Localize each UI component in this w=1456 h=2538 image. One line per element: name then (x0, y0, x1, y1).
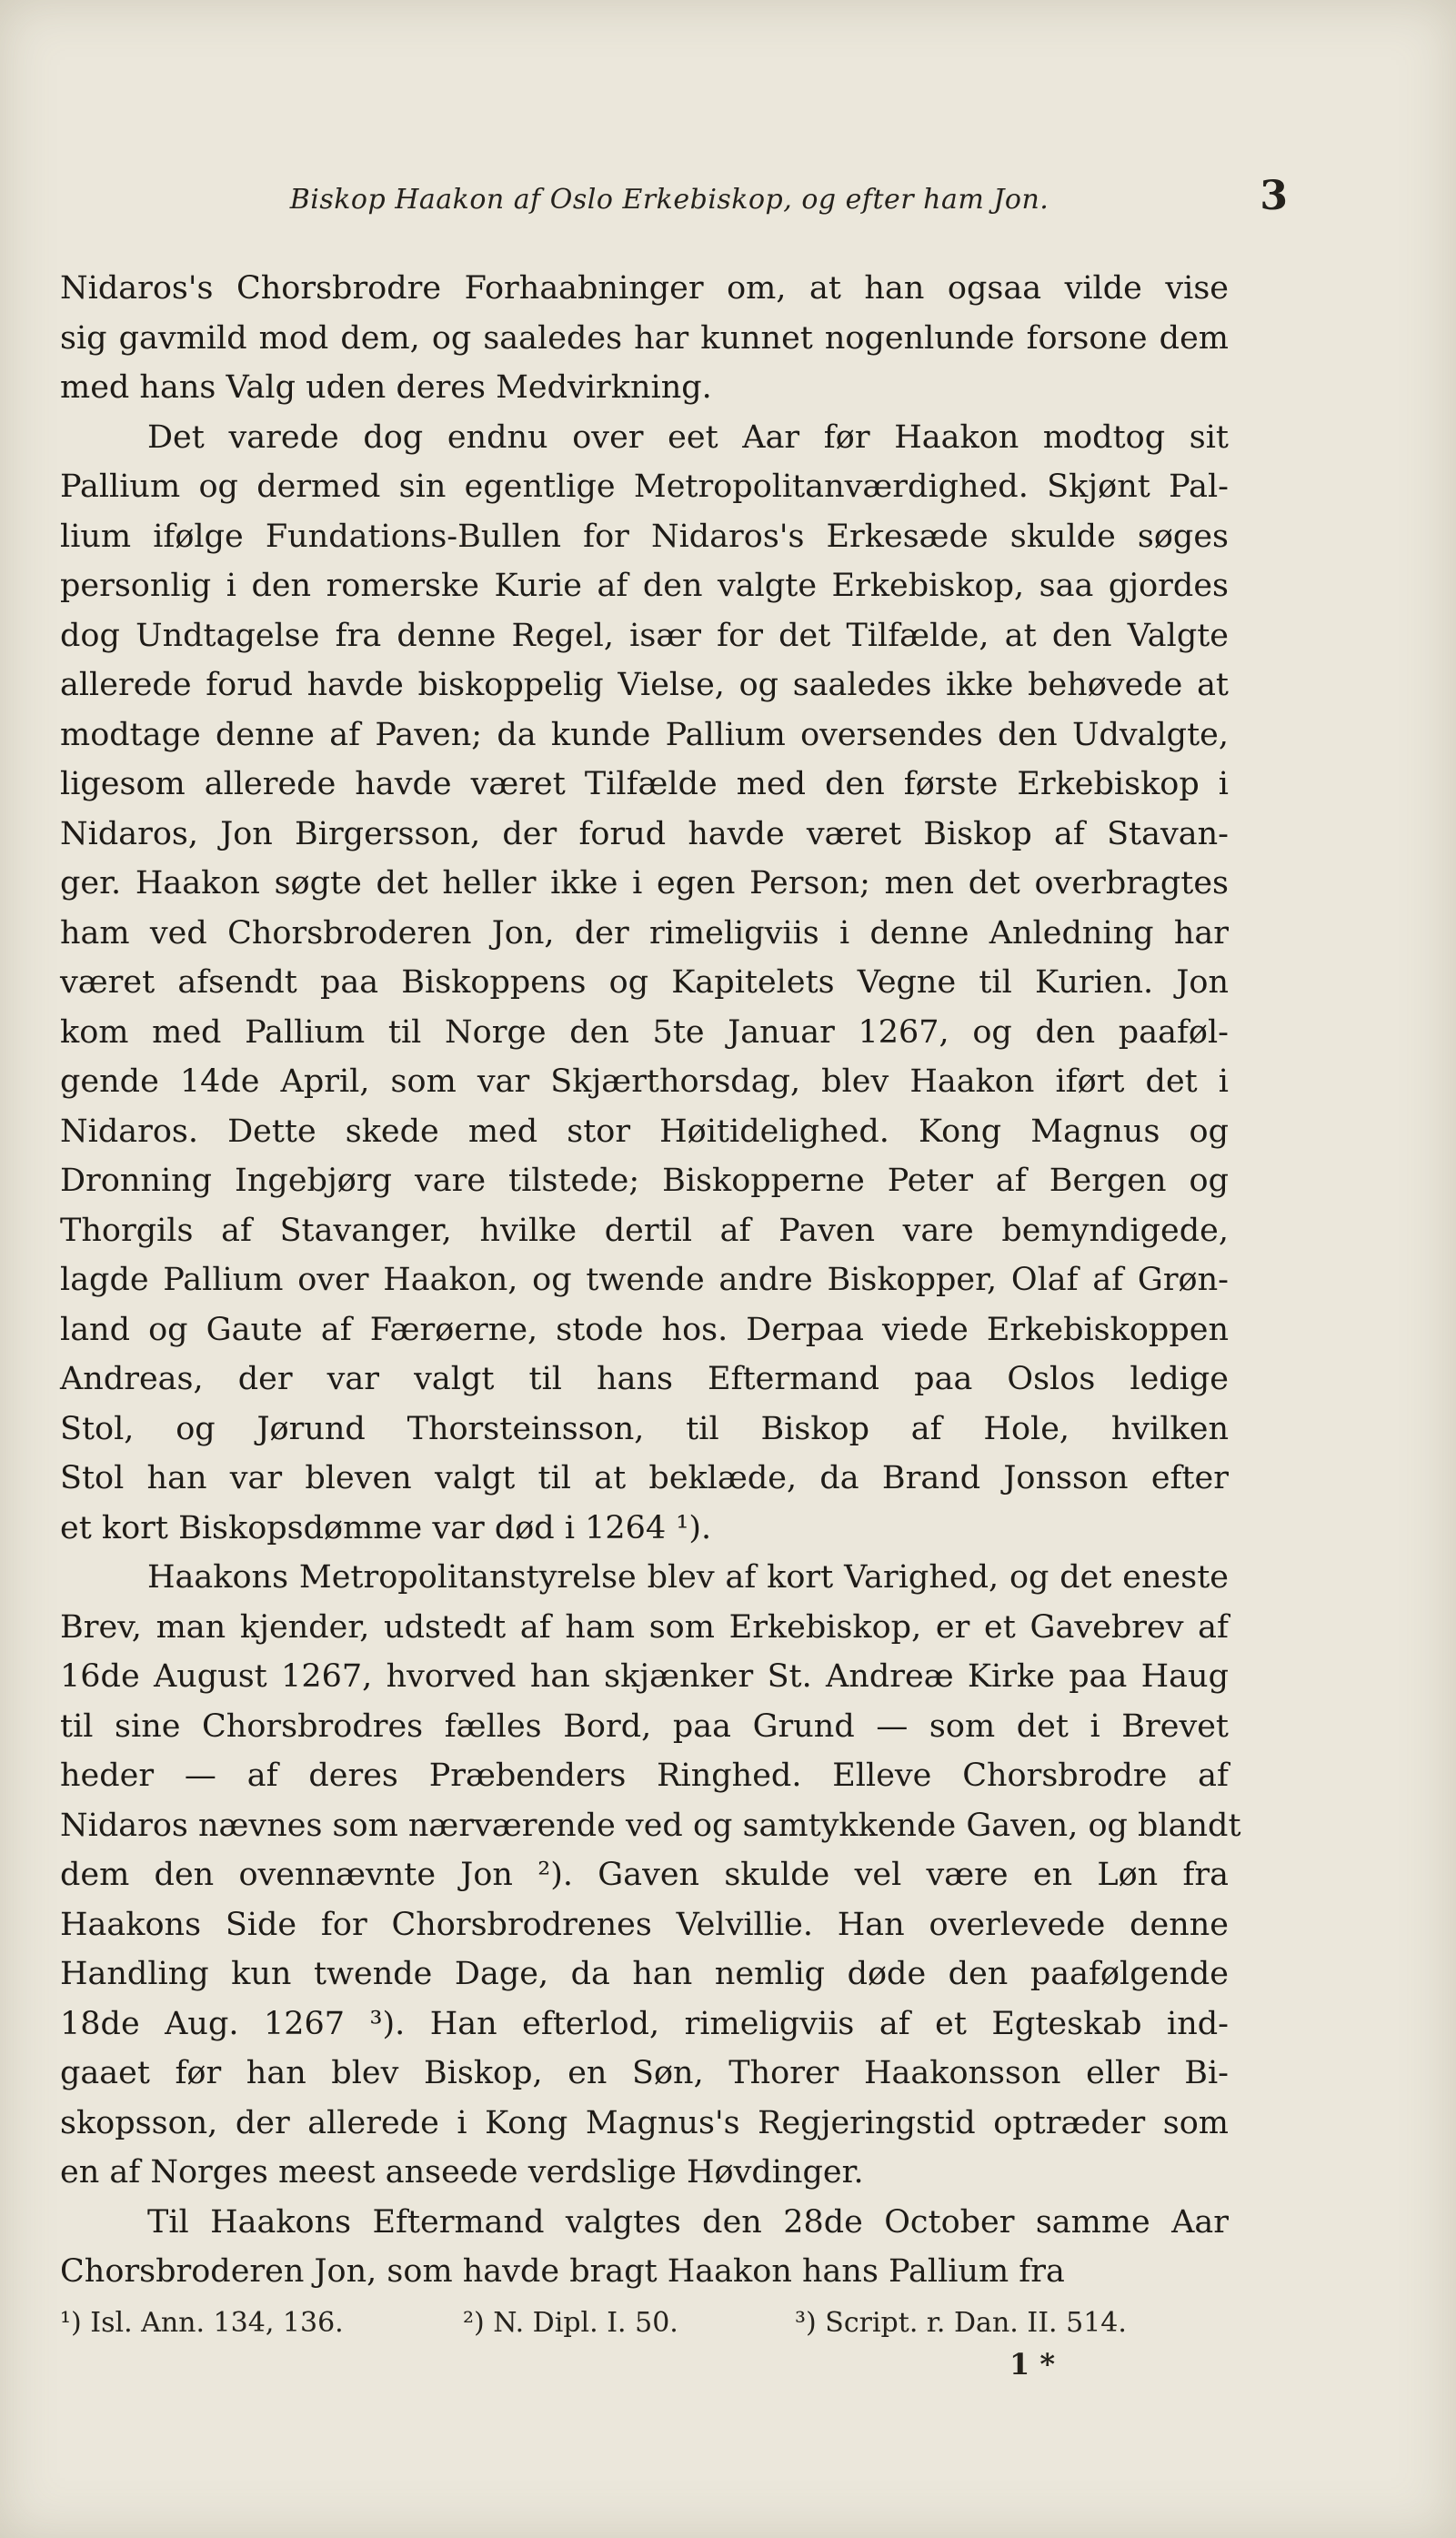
text-line: Pallium og dermed sin egentlige Metropolitanværdighed. Skjønt Pal- (60, 468, 1229, 505)
text-line: Dronning Ingebjørg vare tilstede; Biskopperne Peter af Bergen og (60, 1163, 1229, 1199)
running-title: Biskop Haakon af Oslo Erkebiskop, og efter ham Jon. (289, 184, 1049, 216)
body-text (60, 264, 1241, 2297)
text-line: heder — af deres Præbenders Ringhed. Elleve Chorsbrodre af (60, 1757, 1229, 1794)
text-line: Haakons Metropolitanstyrelse blev af kort Varighed, og det eneste (147, 1559, 1229, 1596)
text-line: med hans Valg uden deres Medvirkning. (60, 369, 712, 406)
text-line: Haakons Side for Chorsbrodrenes Velvillie. Han overlevede denne (60, 1906, 1229, 1943)
text-line: modtage denne af Paven; da kunde Pallium oversendes den Udvalgte, (60, 716, 1229, 753)
text-line: gende 14de April, som var Skjærthorsdag, blev Haakon iført det i (60, 1063, 1229, 1100)
text-line: Andreas, der var valgt til hans Eftermand paa Oslos ledige (60, 1361, 1229, 1397)
text-line: en af Norges meest anseede verdslige Høvdinger. (60, 2154, 864, 2191)
paragraph (60, 413, 1229, 1554)
page-number: 3 (1260, 173, 1288, 219)
text-line: 16de August 1267, hvorved han skjænker St. Andreæ Kirke paa Haug (60, 1658, 1229, 1695)
text-line: sig gavmild mod dem, og saaledes har kunnet nogenlunde forsone dem (60, 319, 1229, 357)
text-line: Det varede dog endnu over eet Aar før Haakon modtog sit (147, 418, 1229, 456)
text-line: dem den ovennævnte Jon ²). Gaven skulde vel være en Løn fra (60, 1857, 1229, 1893)
text-line: personlig i den romerske Kurie af den valgte Erkebiskop, saa gjordes (60, 568, 1229, 604)
text-line: Stol, og Jørund Thorsteinsson, til Biskop af Hole, hvilken (60, 1410, 1229, 1447)
signature-mark: 1 * (1009, 2347, 1056, 2382)
text-line: ligesom allerede havde været Tilfælde med den første Erkebiskop i (60, 766, 1229, 802)
text-line: været afsendt paa Biskoppens og Kapitelets Vegne til Kurien. Jon (60, 964, 1229, 1001)
text-line: dog Undtagelse fra denne Regel, især for det Tilfælde, at den Valgte (60, 617, 1229, 654)
text-line: Handling kun twende Dage, da han nemlig døde den paafølgende (60, 1956, 1229, 1992)
text-line: Stol han var bleven valgt til at beklæde, da Brand Jonsson efter (60, 1460, 1229, 1496)
text-line: lium ifølge Fundations-Bullen for Nidaros's Erkesæde skulde søges (60, 518, 1229, 555)
text-line: ham ved Chorsbroderen Jon, der rimeligviis i denne Anledning har (60, 914, 1229, 952)
footnote-2: ²) N. Dipl. I. 50. (463, 2307, 678, 2339)
text-line: gaaet før han blev Biskop, en Søn, Thorer Haakonsson eller Bi- (60, 2055, 1229, 2091)
text-line: allerede forud havde biskoppelig Vielse, og saaledes ikke behøvede at (60, 667, 1229, 703)
paragraph (60, 1553, 1241, 2198)
text-line: Nidaros's Chorsbrodre Forhaabninger om, at han ogsaa vilde vise (60, 270, 1229, 307)
text-line: lagde Pallium over Haakon, og twende andre Biskopper, Olaf af Grøn- (60, 1262, 1229, 1298)
text-line: Til Haakons Eftermand valgtes den 28de October samme Aar (147, 2203, 1229, 2241)
text-line: skopsson, der allerede i Kong Magnus's Regjeringstid optræder som (60, 2104, 1229, 2141)
text-line: Brev, man kjender, udstedt af ham som Erkebiskop, er et Gavebrev af (60, 1608, 1229, 1646)
text-line: Nidaros. Dette skede med stor Høitidelighed. Kong Magnus og (60, 1113, 1229, 1150)
text-line: Nidaros nævnes som nærværende ved og samtykkende Gaven, og blandt (60, 1807, 1241, 1844)
text-line: Thorgils af Stavanger, hvilke dertil af Paven vare bemyndigede, (60, 1212, 1229, 1249)
text-line: ger. Haakon søgte det heller ikke i egen Person; men det overbragtes (60, 865, 1229, 901)
text-line: et kort Biskopsdømme var død i 1264 ¹). (60, 1509, 712, 1546)
text-line: 18de Aug. 1267 ³). Han efterlod, rimeligviis af et Egteskab ind- (60, 2005, 1229, 2042)
paragraph (60, 2198, 1229, 2297)
text-line: Nidaros, Jon Birgersson, der forud havde været Biskop af Stavan- (60, 815, 1229, 852)
footnote-3: ³) Script. r. Dan. II. 514. (795, 2307, 1127, 2339)
footnote-1: ¹) Isl. Ann. 134, 136. (60, 2307, 344, 2339)
paragraph (60, 264, 1229, 413)
text-line: til sine Chorsbrodres fælles Bord, paa Grund — som det i Brevet (60, 1707, 1229, 1745)
text-line: land og Gaute af Færøerne, stode hos. Derpaa viede Erkebiskoppen (60, 1311, 1229, 1348)
text-line: Chorsbroderen Jon, som havde bragt Haakon hans Pallium fra (60, 2253, 1065, 2290)
text-line: kom med Pallium til Norge den 5te Januar 1267, og den paaføl- (60, 1013, 1229, 1051)
